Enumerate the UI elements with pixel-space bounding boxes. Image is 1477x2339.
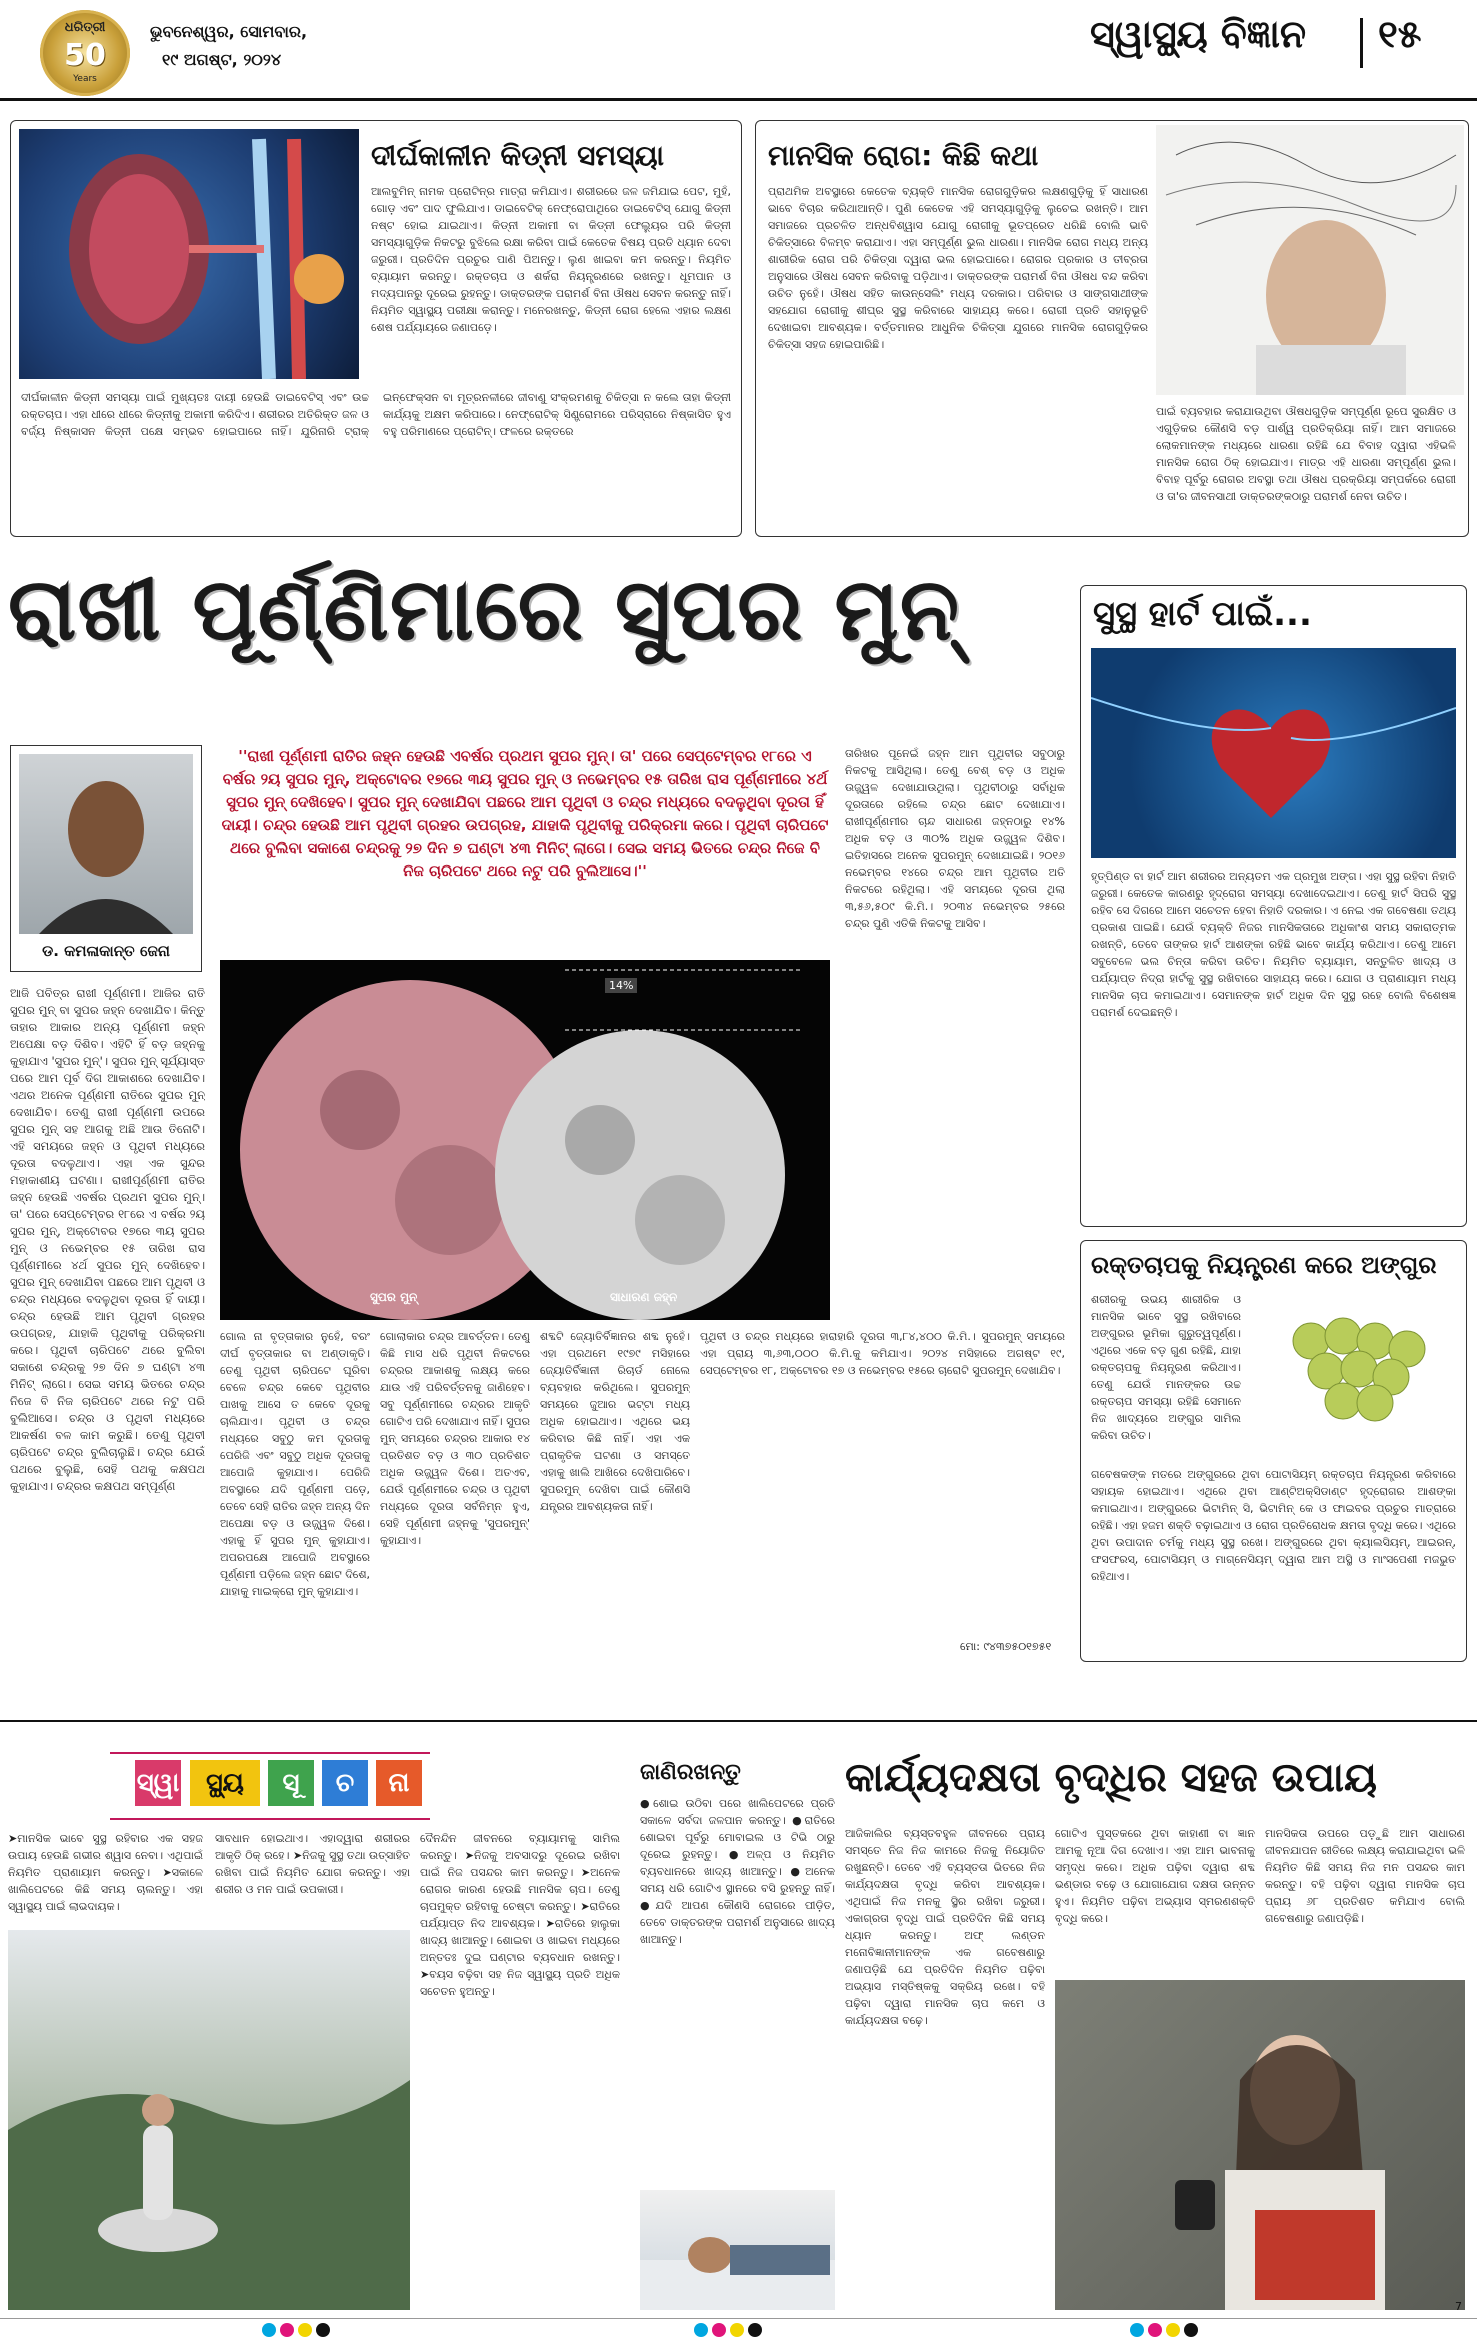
heart-body: ହୃତ୍‌ପିଣ୍ଡ ବା ହାର୍ଟ ଆମ ଶରୀରର ଅନ୍ୟତମ ଏକ ପ୍ରମୁଖ ଅଙ୍ଗ। ଏହା ସୁସ୍ଥ ରହିବା ନିହାତି ଜରୁରୀ। କେତେକ କାରଣରୁ ହୃଦ୍‌ରୋଗ ସମସ୍ୟା ଦେଖାଦେଇଥାଏ। ତେଣୁ ହାର୍ଟ ସିପରି ସୁସ୍ଥ ରହିବ ସେ ଦିଗରେ ଆମେ ସଚେତନ ହେବା ନିହାତି ଦରକାର। ଏ ନେଇ ଏକ ଗବେଷଣା ତଥ୍ୟ ପ୍ରକାଶ ପାଇଛି। ଯେଉଁ ବ୍ୟକ୍ତି ନିଜର ମାନସିକତାରେ ଅଧିକାଂଶ ସମୟ ସକାରାତ୍ମକ ରଖନ୍ତି, ତେବେ ତାଙ୍କର ହାର୍ଟ ଆଶଙ୍କା ରହିଛି ଭାବେ କାର୍ଯ୍ୟ କରିଥାଏ। ତେଣୁ ଆମେ ସବୁବେଳେ ଭଲ ଚିନ୍ତା କରିବା ଉଚିତ। ନିୟମିତ ବ୍ୟାୟାମ, ସନ୍ତୁଳିତ ଖାଦ୍ୟ ଓ ପର୍ଯ୍ୟାପ୍ତ ନିଦ୍ରା ହାର୍ଟକୁ ସୁସ୍ଥ ରଖିବାରେ ସାହାଯ୍ୟ କରେ। ଯୋଗ ଓ ପ୍ରାଣାୟାମ ମଧ୍ୟ ମାନସିକ ଚାପ କମାଇଥାଏ। ସେମାନଙ୍କ ହାର୍ଟ ଅଧିକ ଦିନ ସୁସ୍ଥ ରହେ ବୋଲି ବିଶେଷଜ୍ଞ ପରାମର୍ଶ ଦେଇଛନ୍ତି। (1091, 870, 1456, 1019)
reg-dot-c1 (262, 2323, 276, 2337)
heart-illustration (1091, 648, 1456, 858)
moon-image (220, 960, 830, 1320)
supermoon-quote: ''ରାଖୀ ପୂର୍ଣ୍ଣମୀ ରାତିର ଜହ୍ନ ହେଉଛି ଏବର୍ଷର ପ୍ରଥମ ସୁପର ମୁନ୍। ତା' ପରେ ସେପ୍ଟେମ୍ବର ୧୮ରେ ଏ ବର୍ଷର ୨ୟ ସୁପର ମୁନ୍, ଅକ୍ଟୋବର ୧୭ରେ ୩ୟ ସୁପର ମୁନ୍ ଓ ନଭେମ୍ବର ୧୫ ତାରିଖ ରାସ ପୂର୍ଣ୍ଣମୀରେ ୪ର୍ଥ ସୁପର ମୁନ୍ ଦେଖିହେବ। ସୁପର ମୁନ୍ ଦେଖାଯିବା ପଛରେ ଆମ ପୃଥିବୀ ଓ ଚନ୍ଦ୍ର ମଧ୍ୟରେ ବଦଳୁଥିବା ଦୂରତା ହିଁ ଦାୟୀ। ଚନ୍ଦ୍ର ହେଉଛି ଆମ ପୃଥିବୀ ଗ୍ରହର ଉପଗ୍ରହ, ଯାହାକି ପୃଥିବୀକୁ ପରିକ୍ରମା କରେ। ପୃଥିବୀ ଚାରିପଟେ ଥରେ ବୁଲିବା ସକାଶେ ଚନ୍ଦ୍ରକୁ ୨୭ ଦିନ ୭ ଘଣ୍ଟା ୪୩ ମିନିଟ୍ ଲାଗେ। ସେଇ ସମୟ ଭିତରେ ଚନ୍ଦ୍ର ନିଜେ ବି ନିଜ ଚାରିପଟେ ଥରେ ନଟୁ ପରି ବୁଲିଆସେ।'' (221, 747, 829, 880)
yoga-illustration (8, 1930, 410, 2310)
footer-page-num: 7 (1455, 2300, 1462, 2313)
moon-body-left: ଆଜି ପବିତ୍ର ରାଖୀ ପୂର୍ଣ୍ଣମୀ। ଆଜିର ରାତି ସୁପର ମୁନ୍ ବା ସୁପର ଜହ୍ନ ଦେଖାଯିବ। କିନ୍ତୁ ତାହାର ଆକାର ଅନ୍ୟ ପୂର୍ଣ୍ଣମୀ ଜହ୍ନ ଅପେକ୍ଷା ବଡ଼ ଦିଶିବ। ଏହିଟି ହିଁ ବଡ଼ ଜହ୍ନକୁ କୁହାଯାଏ 'ସୁପର ମୁନ୍'। ସୁପର ମୁନ୍ ସୂର୍ଯ୍ୟାସ୍ତ ପରେ ଆମ ପୂର୍ବ ଦିଗ ଆକାଶରେ ଦେଖାଯିବ। ଏଥର ଅନେକ ପୂର୍ଣ୍ଣମୀ ରାତିରେ ସୁପର ମୁନ୍ ଦେଖାଯିବ। ତେଣୁ ରାଖୀ ପୂର୍ଣ୍ଣମୀ ଉପରେ ସୁପର ମୁନ୍ ସହ ଆଗକୁ ଅଛି ଆଉ ତିନୋଟି। ଏହି ସମୟରେ ଜହ୍ନ ଓ ପୃଥିବୀ ମଧ୍ୟରେ ଦୂରତା ବଦଳୁଥାଏ। ଏହା ଏକ ସୁନ୍ଦର ମହାକାଶୀୟ ଘଟଣା। ରାଖୀପୂର୍ଣ୍ଣମୀ ରାତିର ଜହ୍ନ ହେଉଛି ଏବର୍ଷର ପ୍ରଥମ ସୁପର ମୁନ୍। ତା' ପରେ ସେପ୍ଟେମ୍ବର ୧୮ରେ ଏ ବର୍ଷର ୨ୟ ସୁପର ମୁନ୍, ଅକ୍ଟୋବର ୧୭ରେ ୩ୟ ସୁପର ମୁନ୍ ଓ ନଭେମ୍ବର ୧୫ ତାରିଖ ରାସ ପୂର୍ଣ୍ଣମୀରେ ୪ର୍ଥ ସୁପର ମୁନ୍ ଦେଖିହେବ। ସୁପର ମୁନ୍ ଦେଖାଯିବା ପଛରେ ଆମ ପୃଥିବୀ ଓ ଚନ୍ଦ୍ର ମଧ୍ୟରେ ବଦଳୁଥିବା ଦୂରତା ହିଁ ଦାୟୀ। ଚନ୍ଦ୍ର ହେଉଛି ଆମ ପୃଥିବୀ ଗ୍ରହର ଉପଗ୍ରହ, ଯାହାକି ପୃଥିବୀକୁ ପରିକ୍ରମା କରେ। ପୃଥିବୀ ଚାରିପଟେ ଥରେ ବୁଲିବା ସକାଶେ ଚନ୍ଦ୍ରକୁ ୨୭ ଦିନ ୭ ଘଣ୍ଟା ୪୩ ମିନିଟ୍ ଲାଗେ। ସେଇ ସମୟ ଭିତରେ ଚନ୍ଦ୍ର ନିଜେ ବି ନିଜ ଚାରିପଟେ ଥରେ ନଟୁ ପରି ବୁଲିଆସେ। ଚନ୍ଦ୍ର ଓ ପୃଥିବୀ ମଧ୍ୟରେ ଆକର୍ଷଣ ବଳ କାମ କରୁଛି। ତେଣୁ ପୃଥିବୀ ଚାରିପଟେ ଚନ୍ଦ୍ର ବୁଲିଚାଲୁଛି। ଚନ୍ଦ୍ର ଯେଉଁ ପଥରେ ବୁଲୁଛି, ସେହି ପଥକୁ କକ୍ଷପଥ କୁହାଯାଏ। ଚନ୍ଦ୍ରର କକ୍ଷପଥ ସମ୍ପୂର୍ଣ୍ଣ (10, 986, 205, 1493)
header-divider (1360, 18, 1363, 68)
reading-woman-image (1055, 1980, 1465, 2310)
moon-body-col5: ତାରିଖର ପୂନେଇଁ ଜହ୍ନ ଆମ ପୃଥିବୀର ସବୁଠାରୁ ନିକଟକୁ ଆସିଥିଲା। ତେଣୁ ବେଶ୍ ବଡ଼ ଓ ଅଧିକ ଉଜ୍ଜ୍ୱଳ ଦେଖାଯାଉଥିଲା। ପୃଥିବୀଠାରୁ ସର୍ବାଧିକ ଦୂରତାରେ ରହିଲେ ଚନ୍ଦ୍ର ଛୋଟ ଦେଖାଯାଏ। ରାଖୀପୂର୍ଣ୍ଣମୀର ଚାନ୍ଦ ସାଧାରଣ ଜହ୍ନଠାରୁ ୧୪% ଅଧିକ ବଡ଼ ଓ ୩୦% ଅଧିକ ଉଜ୍ଜ୍ୱଳ ଦିଶିବ। ଇତିହାସରେ ଅନେକ ସୁପରମୁନ୍ ଦେଖାଯାଇଛି। ୨୦୧୬ ନଭେମ୍ବର ୧୪ରେ ଚନ୍ଦ୍ର ଆମ ପୃଥିବୀର ଅତି ନିକଟରେ ରହିଥିଲା। ଏହି ସମୟରେ ଦୂରତା ଥିଲା ୩,୫୬,୫୦୯ କି.ମି.। ୨୦୩୪ ନଭେମ୍ବର ୨୫ରେ ଚନ୍ଦ୍ର ପୁଣି ଏତିକି ନିକଟକୁ ଆସିବ। (845, 747, 1065, 930)
mental-body-right: ପାଇଁ ବ୍ୟବହାର କରାଯାଉଥିବା ଔଷଧଗୁଡ଼ିକ ସମ୍ପୂର୍ଣ୍ଣ ରୂପେ ସୁରକ୍ଷିତ ଓ ଏଗୁଡ଼ିକର କୌଣସି ବଡ଼ ପାର୍ଶ୍ୱ ପ୍ରତିକ୍ରିୟା ନାହିଁ। ଆମ ସମାଜରେ ଲୋକମାନଙ୍କ ମଧ୍ୟରେ ଧାରଣା ରହିଛି ଯେ ବିବାହ ଦ୍ୱାରା ଏହିଭଳି ମାନସିକ ରୋଗ ଠିକ୍ ହୋଇଯାଏ। ମାତ୍ର ଏହି ଧାରଣା ସମ୍ପୂର୍ଣ୍ଣ ଭୁଲ। ବିବାହ ପୂର୍ବରୁ ରୋଗର ଅବସ୍ଥା ତଥା ଔଷଧ ପ୍ରକ୍ରିୟା ସମ୍ପର୍କରେ ରୋଗୀ ଓ ତା'ର ଜୀବନସାଥୀ ଡାକ୍ତରଙ୍କଠାରୁ ପରାମର୍ଶ ନେବା ଉଚିତ। (1156, 405, 1456, 503)
moon-label-normal: ସାଧାରଣ ଜହ୍ନ (610, 1290, 678, 1304)
reg-dot-k2 (748, 2323, 762, 2337)
supermoon-headline: ରାଖୀ ପୂର୍ଣ୍ଣିମାରେ ସୁପର ମୁନ୍ (8, 560, 961, 660)
author-portrait (19, 754, 193, 934)
reg-dot-k1 (316, 2323, 330, 2337)
grapes-body: ଗବେଷକଙ୍କ ମତରେ ଅଙ୍ଗୁରରେ ଥିବା ପୋଟାସିୟମ୍ ରକ୍ତଚାପ ନିୟନ୍ତ୍ରଣ କରିବାରେ ସହାୟକ ହୋଇଥାଏ। ଏଥିରେ ଥିବା ଆଣ୍ଟିଅକ୍‌ସିଡାଣ୍ଟ ହୃଦ୍‌ରୋଗର ଆଶଙ୍କା କମାଇଥାଏ। ଅଙ୍ଗୁରରେ ଭିଟାମିନ୍ ସି, ଭିଟାମିନ୍ କେ ଓ ଫାଇବର ପ୍ରଚୁର ମାତ୍ରାରେ ରହିଛି। ଏହା ହଜମ ଶକ୍ତି ବଢ଼ାଇଥାଏ ଓ ରୋଗ ପ୍ରତିରୋଧକ କ୍ଷମତା ବୃଦ୍ଧି କରେ। ଏଥିରେ ଥିବା ଉପାଦାନ ଚର୍ମକୁ ମଧ୍ୟ ସୁସ୍ଥ ରଖେ। ଅଙ୍ଗୁରରେ ଥିବା କ୍ୟାଲସିୟମ୍, ଆଇରନ୍, ଫସଫରସ୍, ପୋଟାସିୟମ୍ ଓ ମାଗ୍ନେସିୟମ୍ ଦ୍ୱାରା ଆମ ଅସ୍ଥି ଓ ମାଂସପେଶୀ ମଜଭୁତ ରହିଥାଏ। (1091, 1468, 1456, 1583)
grapes-article (1080, 1240, 1467, 1662)
reg-dot-m2 (712, 2323, 726, 2337)
moon-body-col2: ଗୋଲ ନା ବୃତ୍ତାକାର ନୁହେଁ, ବରଂ ଦୀର୍ଘ ବୃତ୍ତାକାର ବା ଅଣ୍ଡାକୃତି। ତେଣୁ ପୃଥିବୀ ଚାରିପଟେ ଘୂରିବା ବେଳେ ଚନ୍ଦ୍ର କେବେ ପୃଥିବୀର ପାଖକୁ ଆସେ ତ କେବେ ଦୂରକୁ ଚାଲିଯାଏ। ପୃଥିବୀ ଓ ଚନ୍ଦ୍ର ମଧ୍ୟରେ ସବୁଠୁ କମ ଦୂରତାକୁ ପେରିଜି ଏବଂ ସବୁଠୁ ଅଧିକ ଦୂରତାକୁ ଆପୋଜି କୁହାଯାଏ। ପେରିଜି ଅବସ୍ଥାରେ ଯଦି ପୂର୍ଣ୍ଣମୀ ପଡ଼େ, ତେବେ ସେହି ରାତିର ଜହ୍ନ ଅନ୍ୟ ଦିନ ଅପେକ୍ଷା ବଡ଼ ଓ ଉଜ୍ଜ୍ୱଳ ଦିଶେ। ଏହାକୁ ହିଁ ସୁପର ମୁନ୍ କୁହାଯାଏ। ଅପରପକ୍ଷେ ଆପୋଜି ଅବସ୍ଥାରେ ପୂର୍ଣ୍ଣମୀ ପଡ଼ିଲେ ଜହ୍ନ ଛୋଟ ଦିଶେ, ଯାହାକୁ ମାଇକ୍ରୋ ମୁନ୍ କୁହାଯାଏ। (220, 1330, 370, 1598)
logo-seal (40, 10, 130, 96)
moon-body-col6: ପୃଥିବୀ ଓ ଚନ୍ଦ୍ର ମଧ୍ୟରେ ହାରାହାରି ଦୂରତା ୩,୮୪,୪୦୦ କି.ମି.। ସୁପରମୁନ୍ ସମୟରେ ଏହା ପ୍ରାୟ ୩,୬୩,୦୦୦ କି.ମି.କୁ କମିଯାଏ। ୨୦୨୪ ମସିହାରେ ଅଗଷ୍ଟ ୧୯, ସେପ୍ଟେମ୍ବର ୧୮, ଅକ୍ଟୋବର ୧୭ ଓ ନଭେମ୍ବର ୧୫ରେ ଚାରୋଟି ସୁପରମୁନ୍ ଦେଖାଯିବ। (700, 1330, 1065, 1377)
mental-body: ପ୍ରାଥମିକ ଅବସ୍ଥାରେ କେତେକ ବ୍ୟକ୍ତି ମାନସିକ ରୋଗଗୁଡ଼ିକର ଲକ୍ଷଣଗୁଡ଼ିକୁ ହିଁ ସାଧାରଣ ଭାବେ ବିଚାର କରିଥାଆନ୍ତି। ପୁଣି କେତେକ ଏହି ସମସ୍ୟାଗୁଡ଼ିକୁ ଲୁଚେଇ ରଖନ୍ତି। ଆମ ସମାଜରେ ପ୍ରଚଳିତ ଅନ୍ଧବିଶ୍ୱାସ ଯୋଗୁ ରୋଗୀକୁ ଭୂତପ୍ରେତ ଧରିଛି ବୋଲି ଭାବି ଚିକିତ୍ସାରେ ବିଳମ୍ବ କରାଯାଏ। ଏହା ସମ୍ପୂର୍ଣ୍ଣ ଭୁଲ ଧାରଣା। ମାନସିକ ରୋଗ ମଧ୍ୟ ଅନ୍ୟ ଶାରୀରିକ ରୋଗ ପରି ଚିକିତ୍ସା ଦ୍ୱାରା ଭଲ ହୋଇପାରେ। ରୋଗର ପ୍ରକାର ଓ ତୀବ୍ରତା ଅନୁସାରେ ଔଷଧ ସେବନ କରିବାକୁ ପଡ଼ିଥାଏ। ଡାକ୍ତରଙ୍କ ପରାମର୍ଶ ବିନା ଔଷଧ ବନ୍ଦ କରିବା ଉଚିତ ନୁହେଁ। ଔଷଧ ସହିତ କାଉନ୍ସେଲିଂ ମଧ୍ୟ ଦରକାର। ପରିବାର ଓ ସାଙ୍ଗସାଥୀଙ୍କ ସହଯୋଗ ରୋଗୀକୁ ଶୀଘ୍ର ସୁସ୍ଥ କରିବାରେ ସାହାଯ୍ୟ କରେ। ରୋଗୀ ପ୍ରତି ସହାନୁଭୂତି ଦେଖାଇବା ଆବଶ୍ୟକ। ବର୍ତ୍ତମାନର ଆଧୁନିକ ଚିକିତ୍ସା ଯୁଗରେ ମାନସିକ ରୋଗଗୁଡ଼ିକର ଚିକିତ୍ସା ସହଜ ହୋଇପାରିଛି। (768, 185, 1148, 351)
reg-dot-c3 (1130, 2323, 1144, 2337)
section-rule (0, 1720, 1477, 1722)
page-number: ୧୫ (1378, 12, 1422, 56)
kidney-illustration (19, 129, 359, 379)
know-title: ଜାଣିରଖନ୍ତୁ (640, 1760, 741, 1785)
tips-col2: ସାବଧାନ ହୋଇଥାଏ। ଏହାଦ୍ୱାରା ଶରୀରର ଆକୃତି ଠିକ୍ ରହେ। ➤ନିଜକୁ ସୁସ୍ଥ ତଥା ଉତ୍ସାହିତ ରଖିବା ପାଇଁ ନିୟମିତ ଯୋଗ କରନ୍ତୁ। ଏହା ଶରୀର ଓ ମନ ପାଇଁ ଉପକାରୀ। (215, 1832, 410, 1896)
banner-part-1: ସ୍ୱା (135, 1760, 181, 1806)
reg-dot-m3 (1148, 2323, 1162, 2337)
reg-dot-k3 (1184, 2323, 1198, 2337)
author-name: ଡ. କମଳାକାନ୍ତ ଜେନା (42, 942, 170, 960)
efficiency-col3: ମାନସିକତା ଉପରେ ପଡ଼ୁଛି ଆମ ସାଧାରଣ ଜୀବନଯାପନ ରୀତିରେ ଲକ୍ଷ୍ୟ କରାଯାଇଥିବା ଭଳି ନିୟମିତ କିଛି ସମୟ ନିଜ ମନ ପସନ୍ଦର କାମ କରନ୍ତୁ। ବହି ପଢ଼ିବା ଦ୍ୱାରା ମାନସିକ ଚାପ ପ୍ରାୟ ୬୮ ପ୍ରତିଶତ କମିଯାଏ ବୋଲି ଗବେଷଣାରୁ ଜଣାପଡ଼ିଛି। (1265, 1827, 1465, 1925)
kidney-body-right: ଆଲବୁମିନ୍ ନାମକ ପ୍ରୋଟିନ୍‌ର ମାତ୍ରା କମିଯାଏ। ଶରୀରରେ ଜଳ ଜମିଯାଇ ପେଟ, ମୁହଁ, ଗୋଡ଼ ଏବଂ ପାଦ ଫୁଲିଯାଏ। ଡାଇବେଟିକ୍ ନେଫ୍ରୋପାଥିରେ ଡାଇବେଟିସ୍ ଯୋଗୁ କିଡ୍‌ନୀ ନଷ୍ଟ ହୋଇ ଯାଇଥାଏ। କିଡ୍‌ନୀ ଅକାମୀ ବା କିଡ୍‌ନୀ ଫେଲ୍ୟୁର ପରି କିଡ୍‌ନୀ ସମସ୍ୟାଗୁଡ଼ିକ ନିକଟରୁ ବୁଝିଲେ ରକ୍ଷା କରିବା ପାଇଁ କେତେକ ବିଷୟ ପ୍ରତି ଧ୍ୟାନ ଦେବା ଜରୁରୀ। ପ୍ରତିଦିନ ପ୍ରଚୁର ପାଣି ପିଅନ୍ତୁ। ଲୁଣ ଖାଇବା କମ କରନ୍ତୁ। ନିୟମିତ ବ୍ୟାୟାମ କରନ୍ତୁ। ରକ୍ତଚାପ ଓ ଶର୍କରା ନିୟନ୍ତ୍ରଣରେ ରଖନ୍ତୁ। ଧୂମପାନ ଓ ମଦ୍ୟପାନରୁ ଦୂରେଇ ରୁହନ୍ତୁ। ଡାକ୍ତରଙ୍କ ପରାମର୍ଶ ବିନା ଔଷଧ ସେବନ କରନ୍ତୁ ନାହିଁ। ନିୟମିତ ସ୍ୱାସ୍ଥ୍ୟ ପରୀକ୍ଷା କରାନ୍ତୁ। ମନେରଖନ୍ତୁ, କିଡ୍‌ନୀ ରୋଗ ହେଲେ ଏହାର ଲକ୍ଷଣ ଶେଷ ପର୍ଯ୍ୟାୟରେ ଜଣାପଡ଼େ। (371, 185, 731, 334)
heart-image (1091, 648, 1456, 858)
reg-dot-y3 (1166, 2323, 1180, 2337)
moon-label-super: ସୁପର ମୁନ୍ (370, 1290, 418, 1304)
banner-part-4: ଚ (322, 1760, 368, 1806)
logo-sub: Years (73, 74, 97, 84)
efficiency-col1: ଆଜିକାଲିର ବ୍ୟସ୍ତବହୁଳ ଜୀବନରେ ପ୍ରାୟ ସମସ୍ତେ ନିଜ ନିଜ କାମରେ ନିଜକୁ ନିୟୋଜିତ ରଖୁଛନ୍ତି। ତେବେ ଏହି ବ୍ୟସ୍ତତା ଭିତରେ ନିଜ କାର୍ଯ୍ୟଦକ୍ଷତା ବୃଦ୍ଧି କରିବା ଆବଶ୍ୟକ। ଏଥିପାଇଁ ନିଜ ମନକୁ ସ୍ଥିର ରଖିବା ଜରୁରୀ। ଏକାଗ୍ରତା ବୃଦ୍ଧି ପାଇଁ ପ୍ରତିଦିନ କିଛି ସମୟ ଧ୍ୟାନ କରନ୍ତୁ। ଅଫ୍ ଲଣ୍ଡନ ମନୋବିଜ୍ଞାନୀମାନଙ୍କ ଏକ ଗବେଷଣାରୁ ଜଣାପଡ଼ିଛି ଯେ ପ୍ରତିଦିନ ନିୟମିତ ପଢ଼ିବା ଅଭ୍ୟାସ ମସ୍ତିଷ୍କକୁ ସକ୍ରିୟ ରଖେ। ବହି ପଢ଼ିବା ଦ୍ୱାରା ମାନସିକ ଚାପ କମେ ଓ କାର୍ଯ୍ୟଦକ୍ଷତା ବଢ଼େ। (845, 1827, 1045, 2027)
author-box (10, 745, 202, 972)
kidney-title: ଦୀର୍ଘକାଳୀନ କିଡ୍‌ନୀ ସମସ୍ୟା (371, 139, 665, 172)
kidney-image (19, 129, 359, 379)
footer-rule (0, 2318, 1477, 2319)
reg-dot-c2 (694, 2323, 708, 2337)
sleeping-man-illustration (640, 2190, 835, 2310)
reg-dot-y1 (298, 2323, 312, 2337)
grapes-illustration (1251, 1291, 1456, 1461)
reg-dot-y2 (730, 2323, 744, 2337)
heart-title: ସୁସ୍ଥ ହାର୍ଟ ପାଇଁ... (1093, 594, 1312, 634)
registration-marks (0, 2322, 1477, 2338)
moon-body-col3: ଗୋଲାକାର ଚନ୍ଦ୍ର ଆବର୍ତ୍ତନ। ତେଣୁ କିଛି ମାସ ଧରି ପୃଥିବୀ ନିକଟରେ ଚନ୍ଦ୍ରର ଆକାଶକୁ ଲକ୍ଷ୍ୟ କରେ ଯାଉ ଏହି ପରିବର୍ତ୍ତନକୁ ଜାଣିହେବ। ସବୁ ପୂର୍ଣ୍ଣମୀରେ ଚନ୍ଦ୍ରର ଆକୃତି ଗୋଟିଏ ପରି ଦେଖାଯାଏ ନାହିଁ। ସୁପର ମୁନ୍ ସମୟରେ ଚନ୍ଦ୍ରର ଆକାର ୧୪ ପ୍ରତିଶତ ବଡ଼ ଓ ୩୦ ପ୍ରତିଶତ ଅଧିକ ଉଜ୍ଜ୍ୱଳ ଦିଶେ। ଅତଏବ, ଯେଉଁ ପୂର୍ଣ୍ଣମୀରେ ଚନ୍ଦ୍ର ଓ ପୃଥିବୀ ମଧ୍ୟରେ ଦୂରତା ସର୍ବନିମ୍ନ ହୁଏ, ସେହି ପୂର୍ଣ୍ଣମୀ ଜହ୍ନକୁ 'ସୁପରମୁନ୍' କୁହାଯାଏ। (380, 1330, 530, 1547)
mental-title: ମାନସିକ ରୋଗ: କିଛି କଥା (768, 139, 1039, 172)
efficiency-col2: ଗୋଟିଏ ପୁସ୍ତକରେ ଥିବା କାହାଣୀ ବା ଜ୍ଞାନ ଆମକୁ ନୂଆ ଦିଗ ଦେଖାଏ। ଏହା ଆମ ଭାବନାକୁ ସମୃଦ୍ଧ କରେ। ଅଧିକ ପଢ଼ିବା ଦ୍ୱାରା ଶବ୍ଦ ଭଣ୍ଡାର ବଢ଼େ ଓ ଯୋଗାଯୋଗ ଦକ୍ଷତା ଉନ୍ନତ ହୁଏ। ନିୟମିତ ପଢ଼ିବା ଅଭ୍ୟାସ ସ୍ମରଣଶକ୍ତି ବୃଦ୍ଧି କରେ। (1055, 1827, 1255, 1925)
heart-article (1080, 585, 1467, 1227)
author-photo (19, 754, 193, 934)
sleeping-image (640, 2190, 835, 2310)
health-tips-banner (110, 1752, 430, 1820)
masthead (0, 0, 1477, 110)
tips-col1: ➤ମାନସିକ ଭାବେ ସୁସ୍ଥ ରହିବାର ଏକ ସହଜ ଉପାୟ ହେଉଛି ଗଭୀର ଶ୍ୱାସ ନେବା। ଏଥିପାଇଁ ନିୟମିତ ପ୍ରାଣାୟାମ କରନ୍ତୁ। ➤ସକାଳେ ଖାଲିପେଟରେ କିଛି ସମୟ ଚାଲନ୍ତୁ। ଏହା ସ୍ୱାସ୍ଥ୍ୟ ପାଇଁ ଲାଭଦାୟକ। (8, 1832, 203, 1913)
dateline-date: ୧୯ ଅଗଷ୍ଟ, ୨୦୨୪ (162, 50, 282, 69)
moon-comparison (220, 960, 830, 1320)
banner-part-2: ସ୍ଥ୍ୟ (190, 1760, 260, 1806)
know-body: ●ଶୋଇ ଉଠିବା ପରେ ଖାଲିପେଟରେ ପ୍ରତି ସକାଳେ ସର୍ବଦା ଜଳପାନ କରନ୍ତୁ। ●ରାତିରେ ଶୋଇବା ପୂର୍ବରୁ ମୋବାଇଲ ଓ ଟିଭି ଠାରୁ ଦୂରେଇ ରୁହନ୍ତୁ। ●ଅଳ୍ପ ଓ ନିୟମିତ ବ୍ୟବଧାନରେ ଖାଦ୍ୟ ଖାଆନ୍ତୁ। ●ଅନେକ ସମୟ ଧରି ଗୋଟିଏ ସ୍ଥାନରେ ବସି ରୁହନ୍ତୁ ନାହିଁ। ●ଯଦି ଆପଣ କୌଣସି ରୋଗରେ ପୀଡ଼ିତ, ତେବେ ଡାକ୍ତରଙ୍କ ପରାମର୍ଶ ଅନୁସାରେ ଖାଦ୍ୟ ଖାଆନ୍ତୁ। (640, 1797, 835, 1946)
grapes-image (1251, 1291, 1456, 1461)
kidney-body-bottom: ଦୀର୍ଘକାଳୀନ କିଡ୍‌ନୀ ସମସ୍ୟା ପାଇଁ ମୁଖ୍ୟତଃ ଦାୟୀ ହେଉଛି ଡାଇବେଟିସ୍ ଏବଂ ଉଚ୍ଚ ରକ୍ତଚାପ। ଏହା ଧୀରେ ଧୀରେ କିଡ୍‌ନୀକୁ ଅକାମୀ କରିଦିଏ। ଶରୀରର ଅତିରିକ୍ତ ଜଳ ଓ ବର୍ଜ୍ୟ ନିଷ୍କାସନ କିଡ୍‌ନୀ ପକ୍ଷେ ସମ୍ଭବ ହୋଇପାରେ ନାହିଁ। ଯୁରିନାରି ଟ୍ରାକ୍ ଇନ୍‌ଫେକ୍‌ସନ ବା ମୂତ୍ରନଳୀରେ ଜୀବାଣୁ ସଂକ୍ରମଣକୁ ଚିକିତ୍ସା ନ କଲେ ତାହା କିଡ୍‌ନୀ କାର୍ଯ୍ୟକୁ ଅକ୍ଷମ କରିପାରେ। ନେଫ୍ରୋଟିକ୍ ସିଣ୍ଡ୍ରୋମରେ ପରିସ୍ରାରେ ନିଷ୍କାସିତ ହୁଏ ବହୁ ପରିମାଣରେ ପ୍ରୋଟିନ୍। ଫଳରେ ରକ୍ତରେ (21, 391, 731, 438)
moon-percent-label: 14% (605, 978, 637, 993)
header-rule (0, 98, 1477, 101)
grapes-title: ରକ୍ତଚାପକୁ ନିୟନ୍ତ୍ରଣ କରେ ଅଙ୍ଗୁର (1091, 1251, 1437, 1279)
logo-number: 50 (64, 38, 106, 73)
efficiency-title: କାର୍ଯ୍ୟଦକ୍ଷତା ବୃଦ୍ଧିର ସହଜ ଉପାୟ (845, 1755, 1378, 1801)
stressed-man-illustration (1156, 125, 1464, 395)
yoga-image (8, 1930, 410, 2310)
grapes-body-top: ଶରୀରକୁ ଉଭୟ ଶାରୀରିକ ଓ ମାନସିକ ଭାବେ ସୁସ୍ଥ ରଖିବାରେ ଅଙ୍ଗୁରର ଭୂମିକା ଗୁରୁତ୍ୱପୂର୍ଣ୍ଣ। ଏଥିରେ ଏକେ ବଡ଼ ଗୁଣ ରହିଛି, ଯାହା ରକ୍ତଚାପକୁ ନିୟନ୍ତ୍ରଣ କରିଥାଏ। ତେଣୁ ଯେଉଁ ମାନଙ୍କର ଉଚ୍ଚ ରକ୍ତଚାପ ସମସ୍ୟା ରହିଛି ସେମାନେ ନିଜ ଖାଦ୍ୟରେ ଅଙ୍ଗୁର ସାମିଲ କରିବା ଉଚିତ। (1091, 1293, 1241, 1442)
tips-col3: ଦୈନନ୍ଦିନ ଜୀବନରେ ବ୍ୟାୟାମକୁ ସାମିଲ କରନ୍ତୁ। ➤ନିଜକୁ ଅବସାଦରୁ ଦୂରେଇ ରଖିବା ପାଇଁ ନିଜ ପସନ୍ଦର କାମ କରନ୍ତୁ। ➤ଅନେକ ରୋଗର କାରଣ ହେଉଛି ମାନସିକ ଚାପ। ତେଣୁ ଚାପମୁକ୍ତ ରହିବାକୁ ଚେଷ୍ଟା କରନ୍ତୁ। ➤ରାତିରେ ପର୍ଯ୍ୟାପ୍ତ ନିଦ ଆବଶ୍ୟକ। ➤ରାତିରେ ହାଲୁକା ଖାଦ୍ୟ ଖାଆନ୍ତୁ। ଶୋଇବା ଓ ଖାଇବା ମଧ୍ୟରେ ଅନ୍ତତଃ ଦୁଇ ଘଣ୍ଟାର ବ୍ୟବଧାନ ରଖନ୍ତୁ। ➤ବୟସ ବଢ଼ିବା ସହ ନିଜ ସ୍ୱାସ୍ଥ୍ୟ ପ୍ରତି ଅଧିକ ସଚେତନ ହୁଅନ୍ତୁ। (420, 1832, 620, 1998)
banner-part-5: ନା (376, 1760, 422, 1806)
mental-image (1156, 125, 1464, 395)
mental-article (755, 120, 1469, 537)
banner-part-3: ସୂ (268, 1760, 314, 1806)
dateline-city: ଭୁବନେଶ୍ୱର, ସୋମବାର, (150, 22, 308, 41)
section-title: ସ୍ୱାସ୍ଥ୍ୟ ବିଜ୍ଞାନ (1090, 12, 1307, 56)
moon-author-footer: ମୋ: ୯୪୩୭୫୦୧୭୫୧ (960, 1640, 1052, 1653)
logo-text: ଧରିତ୍ରୀ (64, 20, 106, 35)
moon-body-col4: ଶବ୍ଦଟି ଜ୍ୟୋତିର୍ବିଜ୍ଞାନର ଶବ୍ଦ ନୁହେଁ। ଏହା ପ୍ରଥମେ ୧୯୭୯ ମସିହାରେ ଜ୍ୟୋତିର୍ବିଜ୍ଞାନୀ ରିଚାର୍ଡ ନୋଲେ ବ୍ୟବହାର କରିଥିଲେ। ସୁପରମୁନ୍ ସମୟରେ ଜୁଆର ଭଟ୍ଟା ମଧ୍ୟ ଅଧିକ ହୋଇଥାଏ। ଏଥିରେ ଭୟ କରିବାର କିଛି ନାହିଁ। ଏହା ଏକ ପ୍ରାକୃତିକ ଘଟଣା ଓ ସମସ୍ତେ ଏହାକୁ ଖାଲି ଆଖିରେ ଦେଖିପାରିବେ। ସୁପରମୁନ୍ ଦେଖିବା ପାଇଁ କୌଣସି ଯନ୍ତ୍ରର ଆବଶ୍ୟକତା ନାହିଁ। (540, 1330, 690, 1513)
reading-woman-illustration (1055, 1980, 1465, 2310)
kidney-article (10, 120, 742, 537)
reg-dot-m1 (280, 2323, 294, 2337)
